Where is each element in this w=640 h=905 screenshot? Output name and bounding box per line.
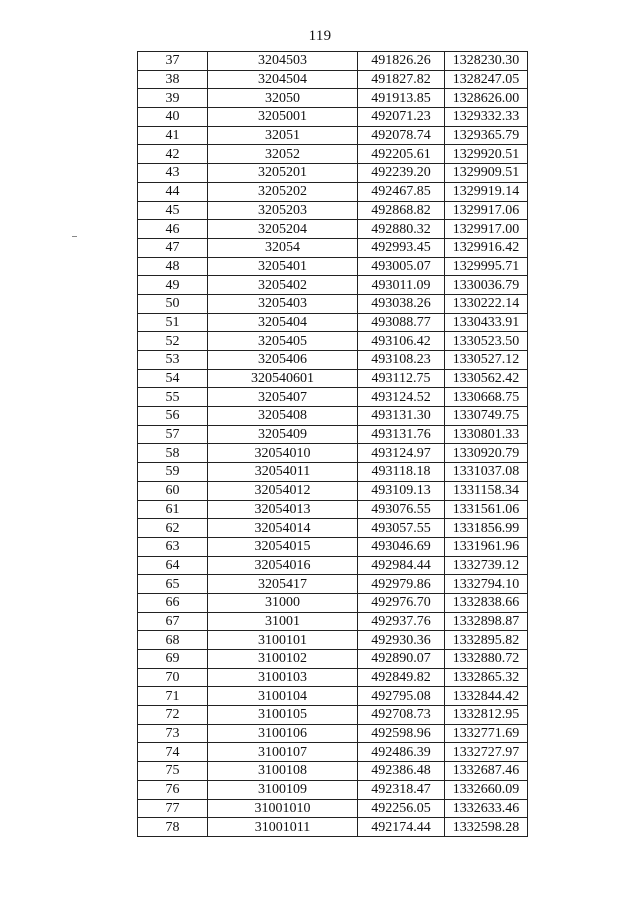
point-number-cell: 60 — [138, 481, 208, 500]
point-number-cell: 42 — [138, 145, 208, 164]
point-id-cell: 32050 — [208, 89, 358, 108]
x-coordinate-cell: 493057.55 — [358, 519, 445, 538]
table-row — [138, 444, 528, 463]
table-row — [138, 631, 528, 650]
table-row — [138, 52, 528, 71]
table-row — [138, 612, 528, 631]
x-coordinate-cell: 493088.77 — [358, 313, 445, 332]
y-coordinate-cell: 1330527.12 — [445, 351, 528, 370]
point-number-cell: 63 — [138, 537, 208, 556]
y-coordinate-cell: 1330920.79 — [445, 444, 528, 463]
point-number-cell: 78 — [138, 818, 208, 837]
x-coordinate-cell: 492078.74 — [358, 126, 445, 145]
point-number-cell: 70 — [138, 668, 208, 687]
point-id-cell: 3205408 — [208, 407, 358, 426]
table-row — [138, 500, 528, 519]
y-coordinate-cell: 1332812.95 — [445, 706, 528, 725]
x-coordinate-cell: 492984.44 — [358, 556, 445, 575]
point-number-cell: 62 — [138, 519, 208, 538]
point-id-cell: 32054010 — [208, 444, 358, 463]
y-coordinate-cell: 1329995.71 — [445, 257, 528, 276]
point-number-cell: 53 — [138, 351, 208, 370]
x-coordinate-cell: 492979.86 — [358, 575, 445, 594]
y-coordinate-cell: 1331961.96 — [445, 537, 528, 556]
point-number-cell: 59 — [138, 463, 208, 482]
table-row — [138, 70, 528, 89]
x-coordinate-cell: 491913.85 — [358, 89, 445, 108]
y-coordinate-cell: 1332898.87 — [445, 612, 528, 631]
y-coordinate-cell: 1329909.51 — [445, 164, 528, 183]
table-row — [138, 463, 528, 482]
y-coordinate-cell: 1332598.28 — [445, 818, 528, 837]
x-coordinate-cell: 492205.61 — [358, 145, 445, 164]
y-coordinate-cell: 1330222.14 — [445, 294, 528, 313]
point-id-cell: 3205204 — [208, 220, 358, 239]
x-coordinate-cell: 492849.82 — [358, 668, 445, 687]
y-coordinate-cell: 1330036.79 — [445, 276, 528, 295]
table-row — [138, 108, 528, 127]
x-coordinate-cell: 493124.97 — [358, 444, 445, 463]
point-id-cell: 31001 — [208, 612, 358, 631]
point-id-cell: 3100102 — [208, 650, 358, 669]
table-row — [138, 706, 528, 725]
y-coordinate-cell: 1331561.06 — [445, 500, 528, 519]
point-id-cell: 3204503 — [208, 52, 358, 71]
y-coordinate-cell: 1329919.14 — [445, 182, 528, 201]
y-coordinate-cell: 1328230.30 — [445, 52, 528, 71]
table-row — [138, 369, 528, 388]
point-number-cell: 66 — [138, 593, 208, 612]
point-number-cell: 71 — [138, 687, 208, 706]
x-coordinate-cell: 492937.76 — [358, 612, 445, 631]
y-coordinate-cell: 1332794.10 — [445, 575, 528, 594]
y-coordinate-cell: 1331037.08 — [445, 463, 528, 482]
y-coordinate-cell: 1332838.66 — [445, 593, 528, 612]
y-coordinate-cell: 1329917.00 — [445, 220, 528, 239]
x-coordinate-cell: 492386.48 — [358, 762, 445, 781]
point-number-cell: 73 — [138, 724, 208, 743]
y-coordinate-cell: 1332880.72 — [445, 650, 528, 669]
x-coordinate-cell: 493108.23 — [358, 351, 445, 370]
table-row — [138, 724, 528, 743]
point-number-cell: 39 — [138, 89, 208, 108]
x-coordinate-cell: 493124.52 — [358, 388, 445, 407]
point-id-cell: 3205417 — [208, 575, 358, 594]
point-id-cell: 3205201 — [208, 164, 358, 183]
point-number-cell: 55 — [138, 388, 208, 407]
y-coordinate-cell: 1330562.42 — [445, 369, 528, 388]
table-row — [138, 332, 528, 351]
table-row — [138, 668, 528, 687]
x-coordinate-cell: 493118.18 — [358, 463, 445, 482]
point-number-cell: 72 — [138, 706, 208, 725]
y-coordinate-cell: 1328247.05 — [445, 70, 528, 89]
x-coordinate-cell: 492795.08 — [358, 687, 445, 706]
x-coordinate-cell: 492993.45 — [358, 238, 445, 257]
y-coordinate-cell: 1332687.46 — [445, 762, 528, 781]
x-coordinate-cell: 493011.09 — [358, 276, 445, 295]
point-id-cell: 3205406 — [208, 351, 358, 370]
x-coordinate-cell: 493005.07 — [358, 257, 445, 276]
point-number-cell: 49 — [138, 276, 208, 295]
table-row — [138, 687, 528, 706]
table-row — [138, 313, 528, 332]
point-id-cell: 32054 — [208, 238, 358, 257]
point-id-cell: 3205402 — [208, 276, 358, 295]
coordinates-table-body — [138, 52, 528, 837]
y-coordinate-cell: 1330749.75 — [445, 407, 528, 426]
table-row — [138, 276, 528, 295]
point-id-cell: 3205403 — [208, 294, 358, 313]
point-id-cell: 31001010 — [208, 799, 358, 818]
y-coordinate-cell: 1329916.42 — [445, 238, 528, 257]
x-coordinate-cell: 492708.73 — [358, 706, 445, 725]
y-coordinate-cell: 1332771.69 — [445, 724, 528, 743]
y-coordinate-cell: 1332739.12 — [445, 556, 528, 575]
x-coordinate-cell: 492890.07 — [358, 650, 445, 669]
x-coordinate-cell: 493106.42 — [358, 332, 445, 351]
point-id-cell: 3205203 — [208, 201, 358, 220]
table-row — [138, 257, 528, 276]
table-row — [138, 407, 528, 426]
y-coordinate-cell: 1329917.06 — [445, 201, 528, 220]
page-number: 119 — [308, 28, 332, 44]
table-row — [138, 799, 528, 818]
x-coordinate-cell: 492467.85 — [358, 182, 445, 201]
table-row — [138, 89, 528, 108]
point-id-cell: 320540601 — [208, 369, 358, 388]
x-coordinate-cell: 491826.26 — [358, 52, 445, 71]
y-coordinate-cell: 1328626.00 — [445, 89, 528, 108]
y-coordinate-cell: 1331856.99 — [445, 519, 528, 538]
point-id-cell: 3205409 — [208, 425, 358, 444]
y-coordinate-cell: 1329332.33 — [445, 108, 528, 127]
point-id-cell: 32054011 — [208, 463, 358, 482]
x-coordinate-cell: 493109.13 — [358, 481, 445, 500]
point-number-cell: 54 — [138, 369, 208, 388]
point-number-cell: 56 — [138, 407, 208, 426]
x-coordinate-cell: 492486.39 — [358, 743, 445, 762]
point-id-cell: 3204504 — [208, 70, 358, 89]
table-row — [138, 238, 528, 257]
point-number-cell: 45 — [138, 201, 208, 220]
point-id-cell: 3205405 — [208, 332, 358, 351]
point-number-cell: 58 — [138, 444, 208, 463]
y-coordinate-cell: 1329365.79 — [445, 126, 528, 145]
point-number-cell: 65 — [138, 575, 208, 594]
table-row — [138, 351, 528, 370]
point-id-cell: 3100101 — [208, 631, 358, 650]
point-id-cell: 3100104 — [208, 687, 358, 706]
table-row — [138, 182, 528, 201]
point-id-cell: 32051 — [208, 126, 358, 145]
x-coordinate-cell: 493131.30 — [358, 407, 445, 426]
point-id-cell: 32054015 — [208, 537, 358, 556]
point-id-cell: 32054012 — [208, 481, 358, 500]
point-number-cell: 47 — [138, 238, 208, 257]
x-coordinate-cell: 492976.70 — [358, 593, 445, 612]
table-row — [138, 762, 528, 781]
point-number-cell: 61 — [138, 500, 208, 519]
table-row — [138, 780, 528, 799]
point-number-cell: 41 — [138, 126, 208, 145]
point-number-cell: 46 — [138, 220, 208, 239]
x-coordinate-cell: 493076.55 — [358, 500, 445, 519]
point-number-cell: 57 — [138, 425, 208, 444]
x-coordinate-cell: 492868.82 — [358, 201, 445, 220]
point-id-cell: 3205202 — [208, 182, 358, 201]
point-number-cell: 37 — [138, 52, 208, 71]
table-row — [138, 126, 528, 145]
point-id-cell: 32052 — [208, 145, 358, 164]
point-number-cell: 69 — [138, 650, 208, 669]
y-coordinate-cell: 1330801.33 — [445, 425, 528, 444]
table-row — [138, 650, 528, 669]
coordinates-table — [137, 51, 528, 837]
x-coordinate-cell: 492880.32 — [358, 220, 445, 239]
y-coordinate-cell: 1330523.50 — [445, 332, 528, 351]
x-coordinate-cell: 493131.76 — [358, 425, 445, 444]
point-number-cell: 67 — [138, 612, 208, 631]
margin-mark — [72, 236, 77, 237]
point-number-cell: 64 — [138, 556, 208, 575]
point-id-cell: 3100103 — [208, 668, 358, 687]
x-coordinate-cell: 491827.82 — [358, 70, 445, 89]
table-row — [138, 201, 528, 220]
point-id-cell: 3205404 — [208, 313, 358, 332]
table-row — [138, 556, 528, 575]
point-id-cell: 3100109 — [208, 780, 358, 799]
y-coordinate-cell: 1332660.09 — [445, 780, 528, 799]
point-id-cell: 3100107 — [208, 743, 358, 762]
point-number-cell: 76 — [138, 780, 208, 799]
y-coordinate-cell: 1330668.75 — [445, 388, 528, 407]
point-id-cell: 3100108 — [208, 762, 358, 781]
x-coordinate-cell: 492318.47 — [358, 780, 445, 799]
point-number-cell: 40 — [138, 108, 208, 127]
point-number-cell: 52 — [138, 332, 208, 351]
y-coordinate-cell: 1330433.91 — [445, 313, 528, 332]
table-row — [138, 519, 528, 538]
point-id-cell: 31001011 — [208, 818, 358, 837]
table-row — [138, 294, 528, 313]
point-number-cell: 44 — [138, 182, 208, 201]
point-number-cell: 48 — [138, 257, 208, 276]
point-id-cell: 3205001 — [208, 108, 358, 127]
point-number-cell: 38 — [138, 70, 208, 89]
point-id-cell: 32054016 — [208, 556, 358, 575]
x-coordinate-cell: 492256.05 — [358, 799, 445, 818]
x-coordinate-cell: 492239.20 — [358, 164, 445, 183]
point-number-cell: 77 — [138, 799, 208, 818]
x-coordinate-cell: 492598.96 — [358, 724, 445, 743]
y-coordinate-cell: 1332865.32 — [445, 668, 528, 687]
x-coordinate-cell: 493112.75 — [358, 369, 445, 388]
table-row — [138, 388, 528, 407]
table-row — [138, 818, 528, 837]
table-row — [138, 164, 528, 183]
point-number-cell: 51 — [138, 313, 208, 332]
point-id-cell: 3205407 — [208, 388, 358, 407]
point-id-cell: 31000 — [208, 593, 358, 612]
point-id-cell: 32054014 — [208, 519, 358, 538]
y-coordinate-cell: 1331158.34 — [445, 481, 528, 500]
point-number-cell: 75 — [138, 762, 208, 781]
table-row — [138, 537, 528, 556]
y-coordinate-cell: 1332844.42 — [445, 687, 528, 706]
x-coordinate-cell: 493046.69 — [358, 537, 445, 556]
table-row — [138, 593, 528, 612]
table-row — [138, 481, 528, 500]
table-row — [138, 220, 528, 239]
y-coordinate-cell: 1332727.97 — [445, 743, 528, 762]
x-coordinate-cell: 492071.23 — [358, 108, 445, 127]
point-id-cell: 3100105 — [208, 706, 358, 725]
point-number-cell: 43 — [138, 164, 208, 183]
point-number-cell: 50 — [138, 294, 208, 313]
point-number-cell: 74 — [138, 743, 208, 762]
table-row — [138, 145, 528, 164]
table-row — [138, 425, 528, 444]
point-id-cell: 32054013 — [208, 500, 358, 519]
point-number-cell: 68 — [138, 631, 208, 650]
x-coordinate-cell: 492930.36 — [358, 631, 445, 650]
table-row — [138, 575, 528, 594]
y-coordinate-cell: 1332895.82 — [445, 631, 528, 650]
y-coordinate-cell: 1332633.46 — [445, 799, 528, 818]
point-id-cell: 3205401 — [208, 257, 358, 276]
x-coordinate-cell: 493038.26 — [358, 294, 445, 313]
x-coordinate-cell: 492174.44 — [358, 818, 445, 837]
y-coordinate-cell: 1329920.51 — [445, 145, 528, 164]
table-row — [138, 743, 528, 762]
point-id-cell: 3100106 — [208, 724, 358, 743]
